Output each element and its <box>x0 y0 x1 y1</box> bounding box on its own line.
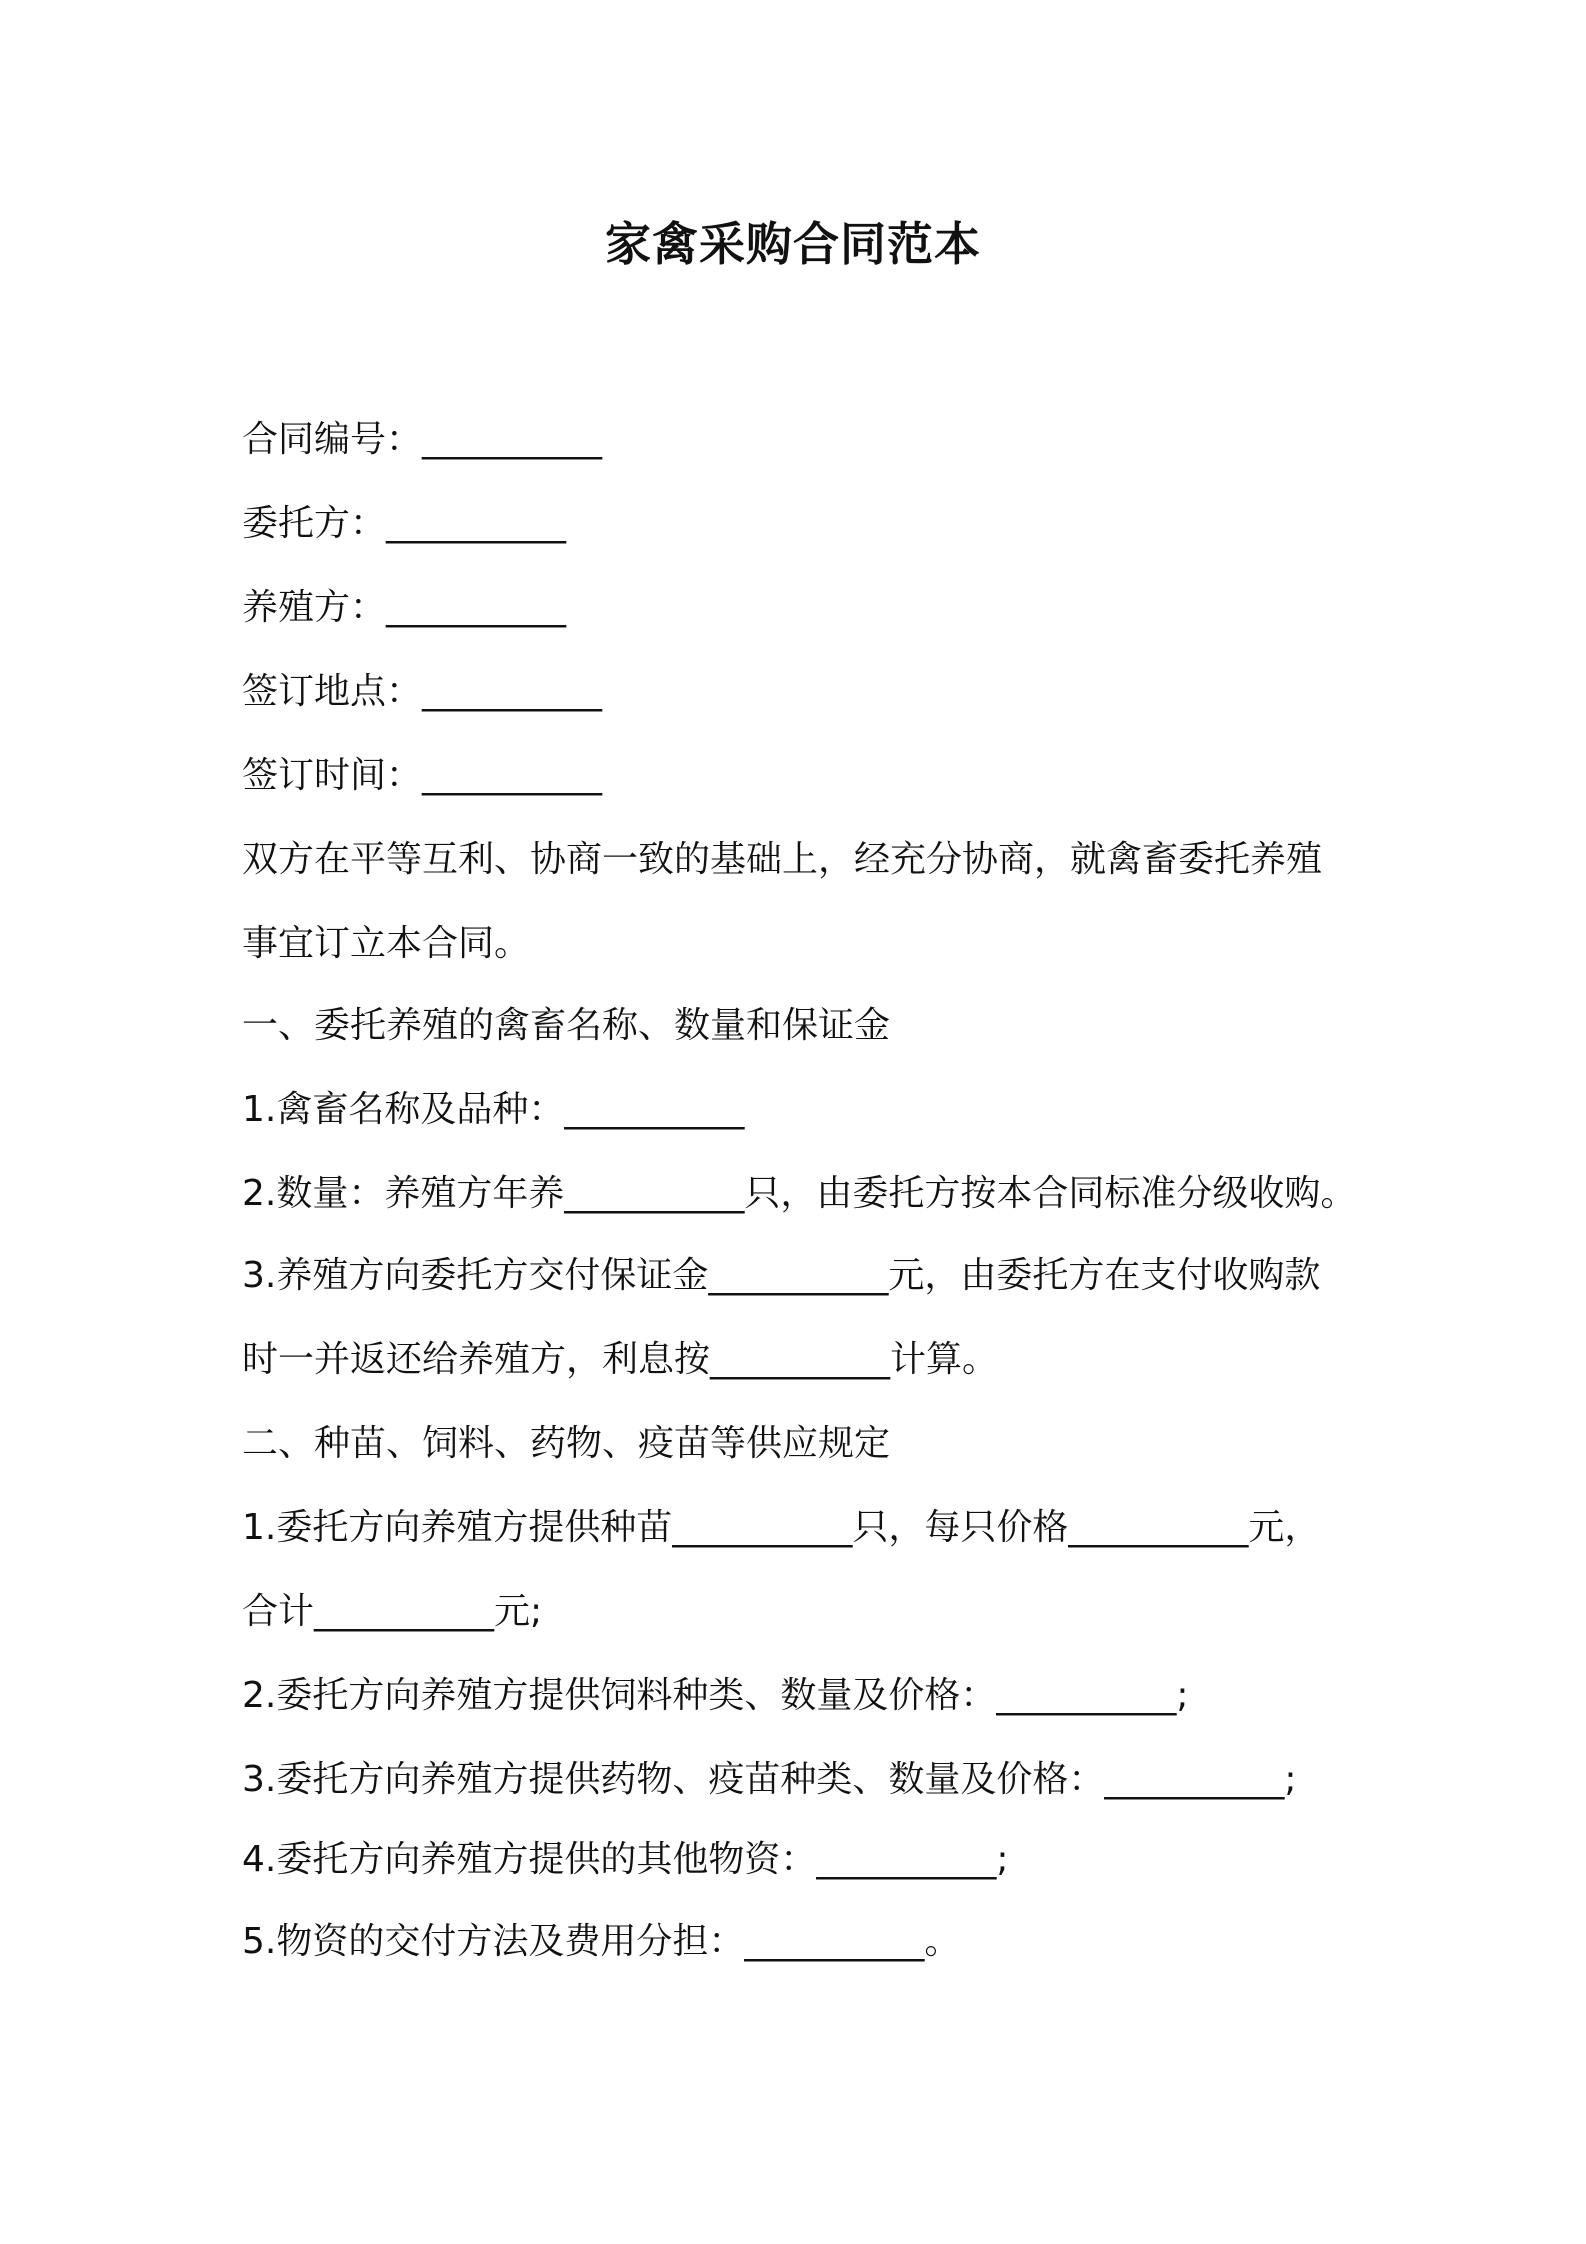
clause-1-3-line-2: 时一并返还给养殖方，利息按__________计算。 <box>242 1339 999 1380</box>
field-signing-time: 签订时间：__________ <box>242 755 603 796</box>
clause-2-4: 4.委托方向养殖方提供的其他物资：__________; <box>242 1839 1009 1880</box>
field-breeder: 养殖方：__________ <box>242 587 567 628</box>
clause-1-2: 2.数量：养殖方年养__________只，由委托方按本合同标准分级收购。 <box>242 1173 1357 1214</box>
clause-2-3: 3.委托方向养殖方提供药物、疫苗种类、数量及价格：__________; <box>242 1759 1297 1800</box>
field-signing-place: 签订地点：__________ <box>242 671 603 712</box>
clause-2-2: 2.委托方向养殖方提供饲料种类、数量及价格：__________; <box>242 1675 1189 1716</box>
clause-2-1-line-2: 合计__________元; <box>242 1591 543 1632</box>
section-heading-1: 一、委托养殖的禽畜名称、数量和保证金 <box>242 1005 891 1046</box>
document-title: 家禽采购合同范本 <box>605 217 981 271</box>
section-heading-2: 二、种苗、饲料、药物、疫苗等供应规定 <box>242 1423 891 1464</box>
clause-2-5: 5.物资的交付方法及费用分担：__________。 <box>242 1921 961 1962</box>
preamble-line-2: 事宜订立本合同。 <box>242 923 531 964</box>
clause-1-1: 1.禽畜名称及品种：__________ <box>242 1089 745 1130</box>
clause-2-1-line-1: 1.委托方向养殖方提供种苗__________只，每只价格__________元， <box>242 1507 1321 1548</box>
field-contract-number: 合同编号：__________ <box>242 419 603 460</box>
preamble-line-1: 双方在平等互利、协商一致的基础上，经充分协商，就禽畜委托养殖 <box>242 839 1323 880</box>
field-client: 委托方：__________ <box>242 503 567 544</box>
clause-1-3-line-1: 3.养殖方向委托方交付保证金__________元，由委托方在支付收购款 <box>242 1255 1321 1296</box>
